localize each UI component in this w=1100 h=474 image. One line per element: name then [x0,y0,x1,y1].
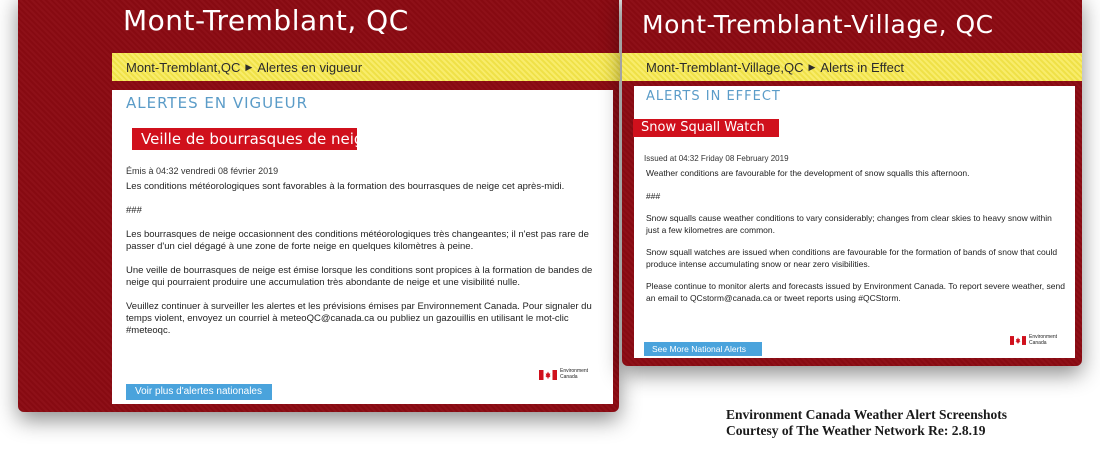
alert-paragraph: ### [646,190,661,201]
logo-text-line: Canada [1029,339,1047,346]
canada-flag-icon [539,370,557,380]
alert-paragraph: Veuillez continuer à surveiller les alertes et les prévisions émises par Environnement Canada. Pour signaler du temps violent, envoyez un courriel à meteoQC@canada.ca ou publiez un gazouillis en utilisant le mot-clic #meteoqc. [126,301,592,336]
environment-canada-logo [539,369,588,380]
breadcrumb-current-page: Alertes en vigueur [257,59,363,75]
alert-panel-french [18,0,619,412]
city-title: Mont-Tremblant, QC [123,4,409,37]
alert-paragraph: Please continue to monitor alerts and forecasts issued by Environment Canada. To report severe weather, send an email to QCstorm@canada.ca or tweet reports using #QCStorm. [646,281,1065,303]
alert-body [646,168,1066,315]
alert-paragraph: Snow squalls cause weather conditions to vary considerably; changes from clear skies to heavy snow within just a few kilometres are common. [646,213,1052,235]
more-national-alerts-button[interactable]: Voir plus d'alertes nationales [126,384,272,400]
logo-text-line: Environment [1029,334,1058,340]
city-title: Mont-Tremblant-Village, QC [642,10,994,39]
environment-canada-logo [1010,335,1057,346]
image-caption [726,407,1007,439]
alert-body [126,181,601,349]
alert-title: Snow Squall Watch [633,119,779,137]
alert-paragraph: Les bourrasques de neige occasionnent des conditions météorologiques très changeantes; il n'est pas rare de passer d'un ciel dégagé à une zone de forte neige en quelques kilomètres à peine. [126,229,589,252]
logo-text [560,369,588,380]
alert-panel-english [622,0,1082,366]
logo-text-line: Canada [560,373,578,380]
alert-paragraph: ### [126,205,142,216]
breadcrumb-current-page: Alerts in Effect [820,59,904,75]
canada-flag-icon [1010,336,1026,345]
logo-text [1029,335,1057,346]
alert-title: Veille de bourrasques de neige [132,128,357,150]
section-heading: ALERTS IN EFFECT [646,89,781,104]
issued-timestamp: Issued at 04:32 Friday 08 February 2019 [644,154,789,163]
alert-paragraph: Une veille de bourrasques de neige est émise lorsque les conditions sont propices à la formation de bandes de neige qui pourraient produire une accumulation très abondante de neige et une visibilité nulle. [126,265,593,288]
breadcrumb [112,53,620,81]
caption-line: Courtesy of The Weather Network Re: 2.8.19 [726,423,986,438]
caption-line: Environment Canada Weather Alert Screenshots [726,407,1008,422]
breadcrumb [622,53,1082,81]
logo-text-line: Environment [560,368,589,374]
alert-card [112,90,613,404]
section-heading: ALERTES EN VIGUEUR [126,94,308,112]
breadcrumb-location-link[interactable]: Mont-Tremblant-Village,QC [646,59,804,75]
more-national-alerts-button[interactable]: See More National Alerts [644,342,762,356]
alert-paragraph: Snow squall watches are issued when conditions are favourable for the formation of bands of snow that could produce intense accumulating snow or near zero visibilities. [646,247,1058,269]
breadcrumb-location-link[interactable]: Mont-Tremblant,QC [126,59,241,75]
alert-paragraph: Les conditions météorologiques sont favorables à la formation des bourrasques de neige cet après-midi. [126,181,565,192]
triangle-right-icon: ▶ [245,61,253,72]
alert-card [634,86,1075,358]
triangle-right-icon: ▶ [808,61,816,72]
alert-paragraph: Weather conditions are favourable for the development of snow squalls this afternoon. [646,168,970,178]
issued-timestamp: Émis à 04:32 vendredi 08 février 2019 [126,166,279,176]
